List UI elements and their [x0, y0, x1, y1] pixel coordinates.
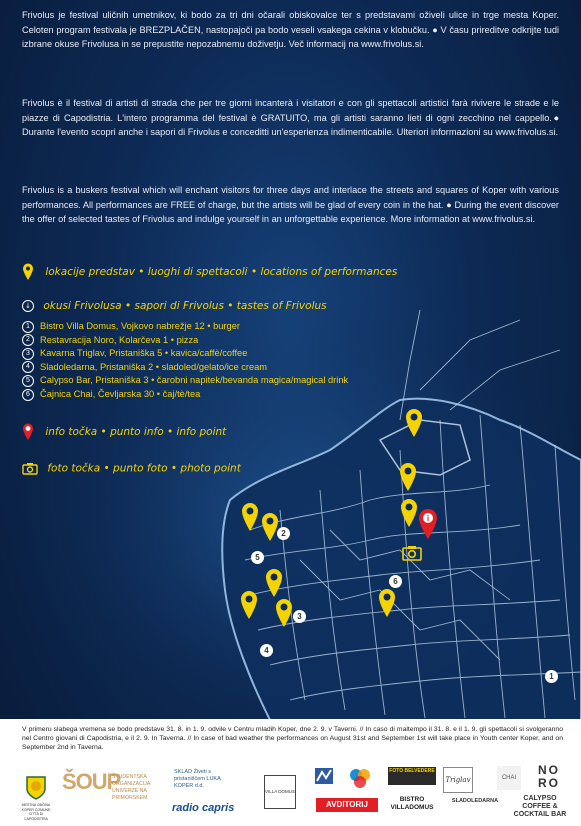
performance-pin-icon[interactable] [240, 590, 258, 620]
food-number: 3 [22, 348, 34, 360]
food-marker-1[interactable]: 1 [545, 670, 558, 683]
municipality-crest-icon [25, 775, 47, 801]
food-marker-5[interactable]: 5 [251, 551, 264, 564]
camera-icon [22, 462, 38, 475]
villa-domus-logo: VILLA DOMUS [264, 775, 296, 809]
food-marker-4[interactable]: 4 [260, 644, 273, 657]
food-number: 5 [22, 375, 34, 387]
foto-belvedere-logo: FOTO BELVEDERE [388, 767, 436, 785]
food-number: 4 [22, 361, 34, 373]
food-item-2 [22, 334, 348, 348]
performance-pin-icon[interactable] [378, 588, 396, 618]
tastes-marker-icon: ↓ [22, 300, 34, 312]
food-item-text: Bistro Villa Domus, Vojkovo nabrežje 12 • burger [40, 321, 240, 331]
legend-info-label: info točka • punto info • info point [45, 426, 227, 438]
performance-pin-icon[interactable] [241, 502, 259, 532]
food-number: 2 [22, 334, 34, 346]
footer [0, 719, 581, 826]
info-point-pin-icon[interactable] [418, 508, 438, 540]
avditorij-logo: AVDITORIJ [316, 798, 378, 812]
skupnost-emblem-icon [314, 767, 334, 789]
performance-pin-icon[interactable] [400, 498, 418, 528]
photo-point-camera-icon[interactable] [402, 545, 422, 561]
legend-tastes-label: okusi Frivolusa • sapori di Frivolus • tastes of Frivolus [43, 300, 327, 312]
food-marker-2[interactable]: 2 [277, 527, 290, 540]
chai-logo: CHAI [497, 766, 521, 790]
colorful-logo [348, 767, 372, 789]
food-item-6 [22, 388, 348, 402]
food-item-4 [22, 361, 348, 375]
food-item-text: Sladoledarna, Pristaniška 2 • sladoled/gelato/ice cream [40, 361, 268, 372]
food-item-1 [22, 320, 348, 334]
triglav-logo: Triglav [443, 767, 473, 793]
food-item-text: Calypso Bar, Pristaniška 3 • čarobni napitek/bevanda magica/magical drink [40, 375, 349, 386]
food-marker-6[interactable]: 6 [389, 575, 402, 588]
location-pin-icon [22, 263, 34, 281]
legend-info [22, 423, 226, 441]
legend-photo [22, 462, 241, 475]
performance-pin-icon[interactable] [261, 512, 279, 542]
municipality-logo [18, 775, 54, 821]
food-item-text: Čajnica Chai, Čevljarska 30 • čaj/tè/tea [40, 388, 201, 399]
noro-logo: NO RO [538, 763, 560, 790]
colorful-emblem-icon [348, 767, 372, 789]
food-number: 6 [22, 389, 34, 401]
intro-english: Frivolus is a buskers festival which will enchant visitors for three days and interlace the streets and squares of Koper with various performances. All performances are FREE of charge, but the artists will be glad of every coin in the hat. ● During the event discover the offer of selected tastes of Frivolus and indulge yourself in an unforgettable experience. More information at www.frivolus.si. [22, 185, 559, 224]
soup-logo [62, 769, 121, 817]
legend-tastes [22, 300, 327, 312]
performance-pin-icon[interactable] [399, 462, 417, 492]
calypso-logo: CALYPSO COFFEE & COCKTAIL BAR [513, 795, 567, 818]
legend-photo-label: foto točka • punto foto • photo point [47, 462, 241, 475]
legend-performances-label: lokacije predstav • luoghi di spettacoli • locations of performances [45, 266, 398, 278]
food-number: 1 [22, 321, 34, 333]
sladoledarna-logo: SLADOLEDARNA [451, 798, 499, 804]
studentska-label: ŠTUDENTSKA ORGANIZACIJA UNIVERZE NA PRIMORSKEM [112, 774, 151, 801]
legend-performances [22, 263, 397, 281]
food-item-3 [22, 347, 348, 361]
performance-pin-icon[interactable] [405, 408, 423, 438]
food-list [22, 320, 348, 402]
sklad-logo: SKLAD Živeti s pristaniščem LUKA KOPER d.d. [174, 769, 221, 789]
municipality-label: MESTNA OBČINA KOPER COMUNE CITTÀ DI CAPODISTRIA [21, 803, 51, 821]
intro-slovenian: Frivolus je festival uličnih umetnikov, ki bodo za tri dni očarali obiskovalce ter s predstavami oživeli ulice in trge mesta Koper. Celoten program festivala je BREZPLAČEN, nastopajoči pa bodo veseli vsakega cekina v klobučku. ● V času prireditve odkrijte tudi izbrane okuse Frivolusa in se prepustite nepozabnemu doživetju. Več informacij na www.frivolus.si. [22, 10, 559, 49]
food-item-5 [22, 374, 348, 388]
food-marker-3[interactable]: 3 [293, 610, 306, 623]
performance-pin-icon[interactable] [265, 568, 283, 598]
performance-pin-icon[interactable] [275, 598, 293, 628]
svg-text:i: i [426, 514, 430, 523]
soup-logo-text: ŠOUP [62, 769, 121, 794]
info-pin-icon [22, 423, 34, 441]
intro-italian: Frivolus è il festival di artisti di strada che per tre giorni incanterà i visitatori e con gli spettacoli artistici farà rivivere le strade e le piazze di Capodistria. L'intero programma del festival è GRATUITO, ma gli artisti saranno lieti di ogni zecchino nel cappello.● Durante l'evento scopri anche i sapori di Frivolus e conceditti un'esperienza indimenticabile. Ulteriori informazioni su www.frivolus.si. [22, 98, 559, 137]
radio-capris-logo: radio capris [172, 802, 235, 814]
bad-weather-note: V primeru slabega vremena se bodo predstave 31. 8. in 1. 9. odvile v Centru mladih Koper, dne 2. 9. v Taverni. // In caso di maltempo il 31. 8. e il 1. 9. gli spettacoli si svolgeranno nel Centro giovani di Capodistria, e il 2. 9. In Taverna. // In case of bad weather the performances on August 31st and September 1st will take place in Youth center Koper, and on September 2nd in Taverna. [22, 726, 563, 751]
food-item-text: Kavarna Triglav, Pristaniška 5 • kavica/caffè/coffee [40, 348, 248, 359]
skupnost-logo [313, 767, 335, 791]
bistro-villadomus-logo: BISTRO VILLADOMUS [390, 796, 434, 811]
food-item-text: Restavracija Noro, Kolarčeva 1 • pizza [40, 334, 199, 345]
